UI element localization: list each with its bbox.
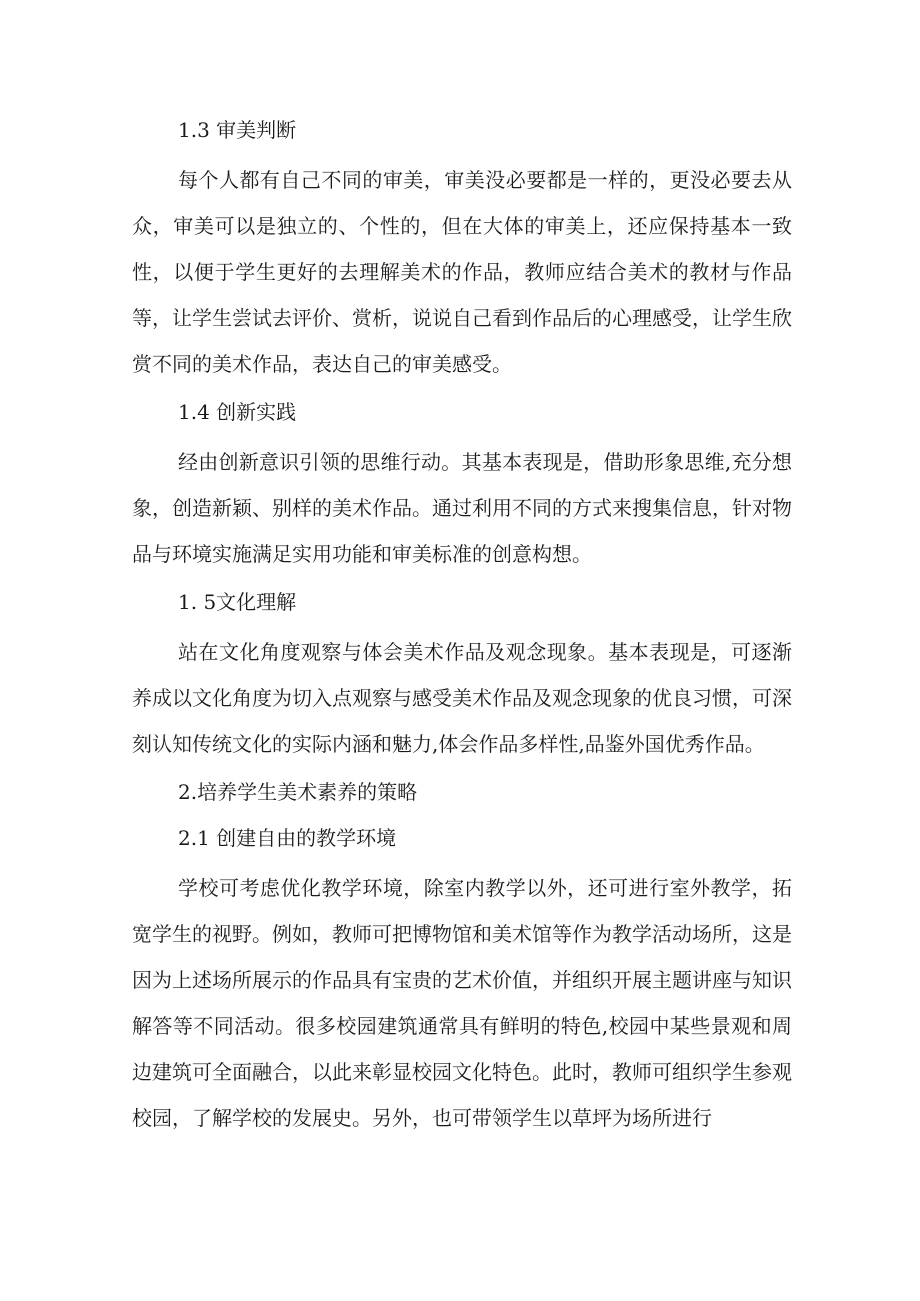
section-heading-strategies: 2.培养学生美术素养的策略 <box>178 780 418 804</box>
paragraph-cultural-understanding: 站在文化角度观察与体会美术作品及观念现象。基本表现是，可逐渐养成以文化角度为切入点观察与感受美术作品及观念现象的优良习惯，可深刻认知传统文化的实际内涵和魅力,体会作品多样性,品鉴外国优秀作品。 <box>132 640 792 756</box>
section-heading-creative-practice: 1.4 创新实践 <box>178 400 297 424</box>
document-page <box>132 111 792 1147</box>
paragraph-free-teaching-environment: 学校可考虑优化教学环境，除室内教学以外，还可进行室外教学，拓宽学生的视野。例如，教师可把博物馆和美术馆等作为教学活动场所，这是因为上述场所展示的作品具有宝贵的艺术价值，并组织开展主题讲座与知识解答等不同活动。很多校园建筑通常具有鲜明的特色,校园中某些景观和周边建筑可全面融合，以此来彰显校园文化特色。此时，教师可组织学生参观校园，了解学校的发展史。另外，也可带领学生以草坪为场所进行 <box>132 876 792 1130</box>
section-heading-cultural-understanding: 1. 5文化理解 <box>178 590 297 614</box>
section-heading-free-teaching-environment: 2.1 创建自由的教学环境 <box>178 826 397 850</box>
paragraph-aesthetic-judgment: 每个人都有自己不同的审美，审美没必要都是一样的，更没必要去从众，审美可以是独立的、个性的，但在大体的审美上，还应保持基本一致性，以便于学生更好的去理解美术的作品，教师应结合美术的教材与作品等，让学生尝试去评价、赏析，说说自己看到作品后的心理感受，让学生欣赏不同的美术作品，表达自己的审美感受。 <box>132 168 792 376</box>
paragraph-creative-practice: 经由创新意识引领的思维行动。其基本表现是，借助形象思维,充分想象，创造新颖、别样的美术作品。通过利用不同的方式来搜集信息，针对物品与环境实施满足实用功能和审美标准的创意构想。 <box>132 450 792 566</box>
section-heading-aesthetic-judgment: 1.3 审美判断 <box>178 118 297 142</box>
